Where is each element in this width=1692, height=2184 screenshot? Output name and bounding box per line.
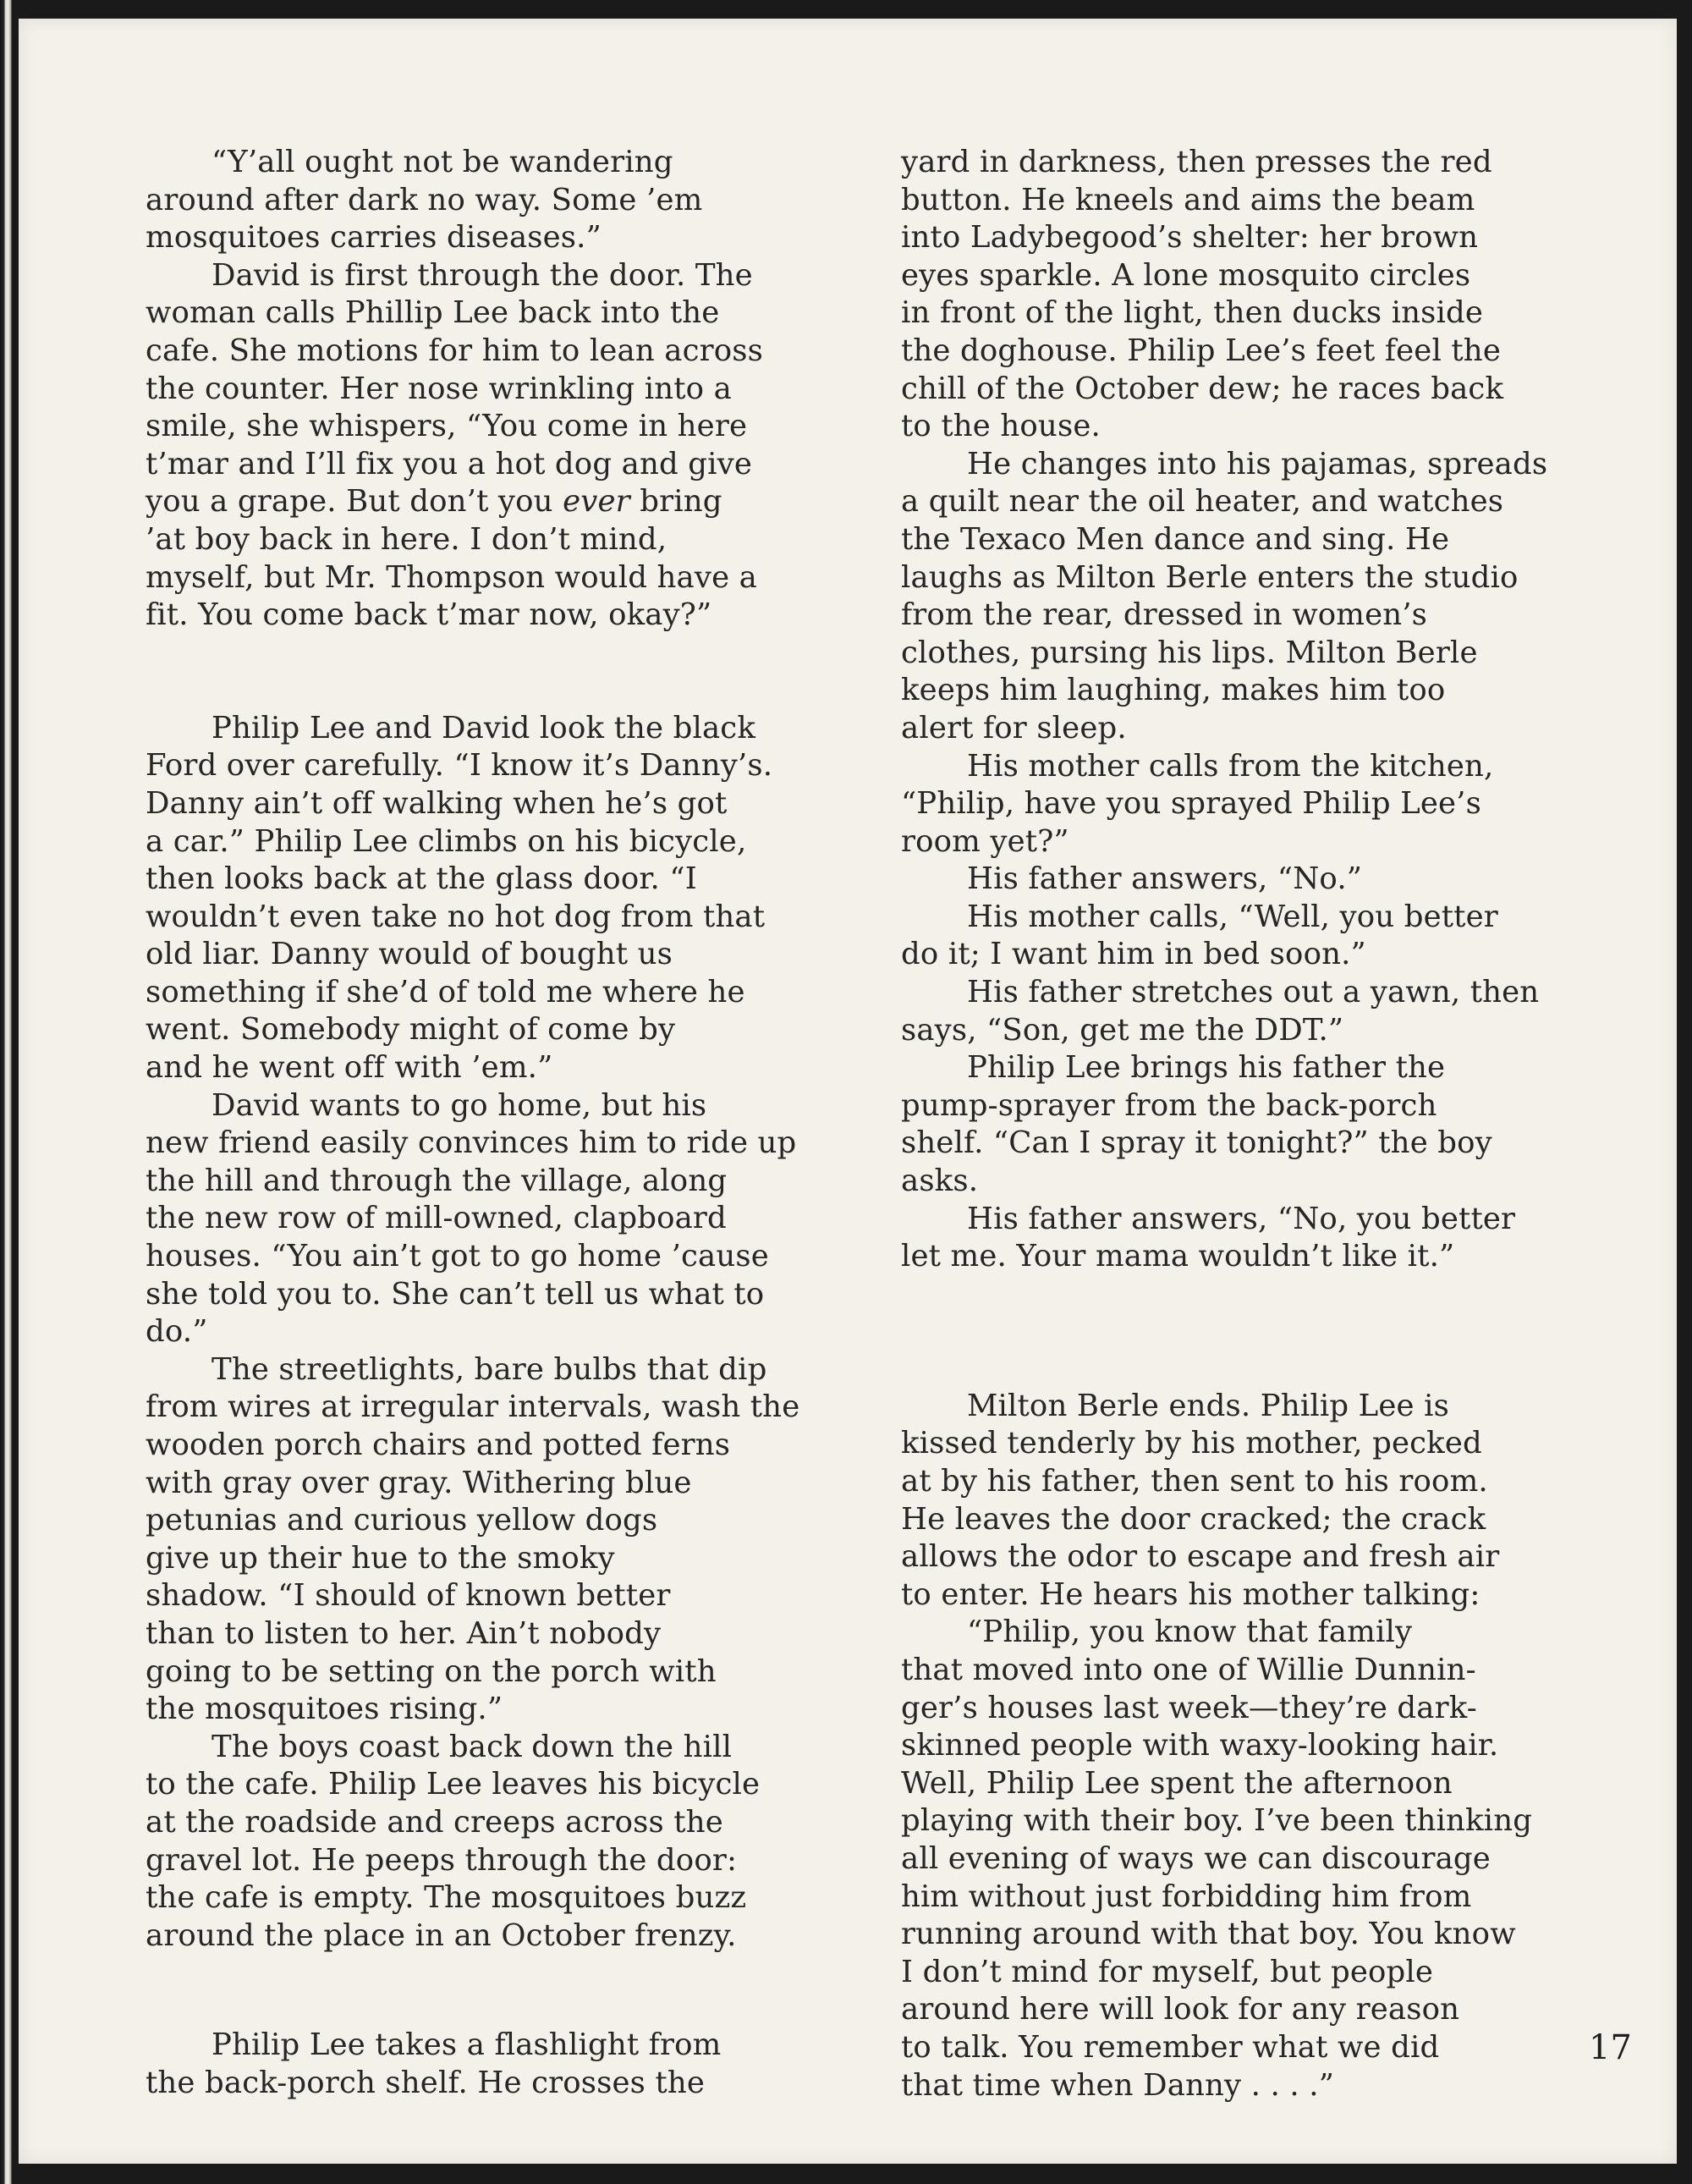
paragraph <box>901 1201 1552 1239</box>
text-line: all evening of ways we can discourage <box>901 1840 1491 1876</box>
text-line: to the house. <box>901 409 1101 444</box>
section-break <box>146 1955 788 2027</box>
text-line: at by his father, then sent to his room. <box>901 1464 1488 1499</box>
text-line: David wants to go home, but his <box>212 1087 707 1123</box>
text-line: around after dark no way. Some ’em <box>146 182 703 217</box>
text-line: Danny ain’t off walking when he’s got <box>146 785 728 821</box>
text-line: old liar. Danny would of bought us <box>146 937 673 972</box>
text-line: the doghouse. Philip Lee’s feet feel the <box>901 333 1501 368</box>
text-line: His father stretches out a yawn, then <box>967 975 1540 1010</box>
paragraph <box>901 1388 1552 1426</box>
text-line: myself, but Mr. Thompson would have a <box>146 559 757 595</box>
text-line: keeps him laughing, makes him too <box>901 673 1446 708</box>
text-line: to the cafe. Philip Lee leaves his bicycle <box>146 1767 761 1802</box>
paragraph <box>146 1087 788 1125</box>
text-line: a quilt near the oil heater, and watches <box>901 484 1504 520</box>
text-line: shadow. “I should of known better <box>146 1578 671 1614</box>
text-line: He leaves the door cracked; the crack <box>901 1501 1486 1537</box>
paragraph-continuation <box>146 1766 788 1955</box>
text-line: cafe. She motions for him to lean across <box>146 333 763 368</box>
text-line: “Philip, you know that family <box>967 1615 1413 1650</box>
text-line: asks. <box>901 1164 979 1199</box>
text-line: the counter. Her nose wrinkling into a <box>146 371 732 406</box>
text-line: that time when Danny . . . .” <box>901 2067 1335 2103</box>
paragraph-continuation <box>146 1125 797 1351</box>
paragraph-continuation <box>901 785 1552 861</box>
paragraph <box>901 1049 1552 1087</box>
text-line: smile, she whispers, “You come in here <box>146 409 748 444</box>
section-break <box>146 635 788 710</box>
text-line: do.” <box>146 1314 208 1350</box>
text-line: into Ladybegood’s shelter: her brown <box>901 220 1479 256</box>
text-line: a car.” Philip Lee climbs on his bicycle, <box>146 823 747 859</box>
text-line: He changes into his pajamas, spreads <box>967 446 1548 481</box>
text-line: Philip Lee brings his father the <box>967 1050 1446 1086</box>
paragraph-continuation <box>146 182 788 257</box>
text-line: she told you to. She can’t tell us what to <box>146 1276 765 1312</box>
text-line: allows the odor to escape and fresh air <box>901 1539 1500 1575</box>
text-line: something if she’d of told me where he <box>146 974 745 1009</box>
text-line: going to be setting on the porch with <box>146 1653 717 1689</box>
text-line: Philip Lee takes a flashlight from <box>212 2027 722 2063</box>
text-line: around the place in an October frenzy. <box>146 1917 737 1953</box>
text-line: that moved into one of Willie Dunnin- <box>901 1652 1476 1687</box>
text-line: you a grape. But don’t you ever bring <box>146 484 722 520</box>
text-line: do it; I want him in bed soon.” <box>901 937 1366 972</box>
text-line: to talk. You remember what we did <box>901 2029 1440 2065</box>
text-line: the mosquitoes rising.” <box>146 1692 503 1727</box>
text-line: went. Somebody might of come by <box>146 1012 676 1048</box>
paragraph <box>901 1614 1552 1652</box>
text-line: t’mar and I’ll fix you a hot dog and give <box>146 446 753 481</box>
paragraph <box>901 446 1552 484</box>
paragraph-continuation <box>146 2065 788 2103</box>
text-line: the cafe is empty. The mosquitoes buzz <box>146 1880 747 1916</box>
text-line: to enter. He hears his mother talking: <box>901 1576 1480 1612</box>
text-line: and he went off with ’em.” <box>146 1050 553 1086</box>
text-line: ’at boy back in here. I don’t mind, <box>146 521 667 557</box>
paragraph <box>146 1351 788 1389</box>
text-line: let me. Your mama wouldn’t like it.” <box>901 1239 1455 1274</box>
text-line: mosquitoes carries diseases.” <box>146 220 602 256</box>
text-line: skinned people with waxy-looking hair. <box>901 1728 1499 1763</box>
emphasis: ever <box>563 484 630 520</box>
text-line: woman calls Phillip Lee back into the <box>146 295 720 331</box>
text-line: I don’t mind for myself, but people <box>901 1954 1434 1989</box>
text-line: wooden porch chairs and potted ferns <box>146 1428 731 1462</box>
paragraph <box>901 861 1552 899</box>
paragraph-continuation <box>901 1652 1552 2104</box>
paragraph <box>146 710 788 748</box>
paragraph <box>146 257 788 295</box>
paragraph-continuation <box>901 936 1552 974</box>
text-line: laughs as Milton Berle enters the studio <box>901 559 1519 595</box>
text-line: “Philip, have you sprayed Philip Lee’s <box>901 786 1481 822</box>
text-line: houses. “You ain’t got to go home ’cause <box>146 1239 769 1274</box>
text-line: fit. You come back t’mar now, okay?” <box>146 597 712 633</box>
text-line: in front of the light, then ducks inside <box>901 295 1484 331</box>
paragraph <box>901 899 1552 937</box>
paragraph-continuation <box>146 294 788 634</box>
text-line: around here will look for any reason <box>901 1992 1460 2027</box>
text-line: the Texaco Men dance and sing. He <box>901 521 1450 557</box>
text-line: the new row of mill-owned, clapboard <box>146 1201 727 1236</box>
text-line: then looks back at the glass door. “I <box>146 861 697 897</box>
text-line: chill of the October dew; he races back <box>901 371 1504 406</box>
page-number: 17 <box>1589 2028 1632 2067</box>
text-line: give up their hue to the smoky <box>146 1540 615 1576</box>
text-line: “Y’all ought not be wandering <box>212 145 673 179</box>
text-line: wouldn’t even take no hot dog from that <box>146 899 766 934</box>
text-line: running around with that boy. You know <box>901 1917 1516 1952</box>
paragraph-continuation <box>901 1238 1552 1276</box>
text-line: than to listen to her. Ain’t nobody <box>146 1615 662 1651</box>
text-line: His father answers, “No.” <box>967 861 1363 897</box>
text-line: ger’s houses last week—they’re dark- <box>901 1690 1477 1725</box>
text-line: room yet?” <box>901 823 1069 859</box>
paragraph-continuation <box>901 1012 1552 1050</box>
book-page <box>19 19 1677 2164</box>
paragraph-continuation <box>901 144 1552 446</box>
paragraph <box>146 2027 788 2065</box>
text-line: from wires at irregular intervals, wash the <box>146 1389 800 1425</box>
page-binding-edge <box>0 0 12 2184</box>
text-line: alert for sleep. <box>901 710 1127 745</box>
left-text-column <box>146 144 800 2103</box>
text-line: Well, Philip Lee spent the afternoon <box>901 1765 1453 1801</box>
right-text-column <box>901 144 1552 2104</box>
paragraph <box>146 1729 788 1767</box>
paragraph-continuation <box>146 747 788 1086</box>
text-line: David is first through the door. The <box>212 257 753 293</box>
text-line: eyes sparkle. A lone mosquito circles <box>901 257 1471 293</box>
paragraph-continuation <box>901 1087 1552 1201</box>
text-line: says, “Son, get me the DDT.” <box>901 1012 1344 1048</box>
text-line: The boys coast back down the hill <box>212 1729 733 1764</box>
text-line: new friend easily convinces him to ride up <box>146 1125 797 1161</box>
paragraph-continuation <box>901 1425 1552 1614</box>
text-line: kissed tenderly by his mother, pecked <box>901 1426 1482 1461</box>
text-line: Ford over carefully. “I know it’s Danny’s. <box>146 748 773 784</box>
text-line: His father answers, “No, you better <box>967 1201 1516 1236</box>
text-line: His mother calls, “Well, you better <box>967 899 1498 934</box>
text-line: gravel lot. He peeps through the door: <box>146 1842 738 1878</box>
text-line: button. He kneels and aims the beam <box>901 182 1475 217</box>
text-line: with gray over gray. Withering blue <box>146 1465 692 1500</box>
text-line: the back-porch shelf. He crosses the <box>146 2065 706 2100</box>
text-line: His mother calls from the kitchen, <box>967 748 1494 784</box>
text-line: the hill and through the village, along <box>146 1163 728 1198</box>
text-line: shelf. “Can I spray it tonight?” the boy <box>901 1125 1492 1161</box>
section-break <box>901 1276 1552 1388</box>
text-line: pump-sprayer from the back-porch <box>901 1087 1437 1123</box>
text-line: The streetlights, bare bulbs that dip <box>212 1351 767 1387</box>
paragraph <box>901 974 1552 1012</box>
paragraph <box>901 748 1552 786</box>
text-line: from the rear, dressed in women’s <box>901 597 1428 633</box>
text-line: him without just forbidding him from <box>901 1879 1472 1914</box>
text-line: playing with their boy. I’ve been thinking <box>901 1803 1533 1839</box>
text-line: petunias and curious yellow dogs <box>146 1503 658 1538</box>
text-line: clothes, pursing his lips. Milton Berle <box>901 635 1478 670</box>
text-line: yard in darkness, then presses the red <box>901 145 1492 179</box>
paragraph <box>146 144 788 182</box>
text-line: Milton Berle ends. Philip Lee is <box>967 1388 1450 1423</box>
text-line: Philip Lee and David look the black <box>212 710 755 745</box>
paragraph-continuation <box>901 483 1552 747</box>
paragraph-continuation <box>146 1389 800 1728</box>
text-line: at the roadside and creeps across the <box>146 1804 723 1840</box>
